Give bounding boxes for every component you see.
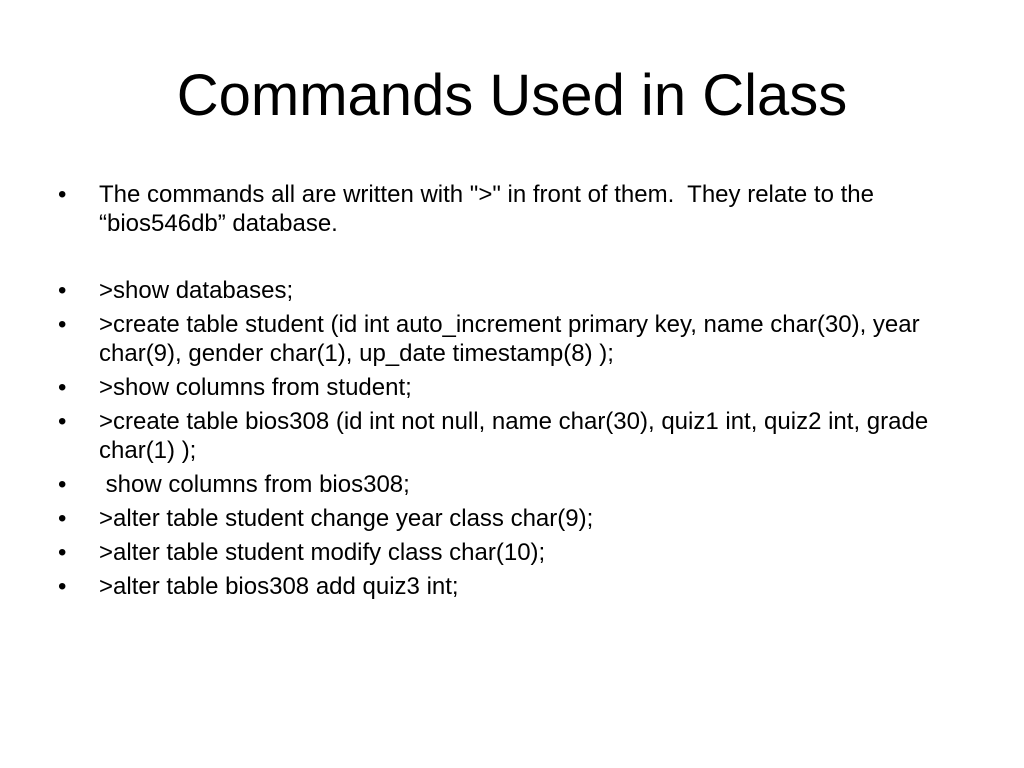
bullet-text: >alter table student modify class char(10); bbox=[99, 539, 546, 566]
bullet-icon: • bbox=[58, 277, 67, 304]
bullet-item-alter-change bbox=[58, 504, 968, 533]
bullet-text: >show databases; bbox=[99, 277, 294, 304]
bullet-text: The commands all are written with ">" in front of them. They relate to the “bios546db” database. bbox=[99, 181, 881, 237]
bullet-icon: • bbox=[58, 181, 67, 208]
bullet-text: >alter table student change year class char(9); bbox=[99, 505, 594, 532]
bullet-icon: • bbox=[58, 505, 67, 532]
bullet-icon: • bbox=[58, 573, 67, 600]
bullet-icon: • bbox=[58, 471, 67, 498]
bullet-item-create-bios308 bbox=[58, 407, 968, 465]
bullet-icon: • bbox=[58, 408, 67, 435]
bullet-item-show-columns-student bbox=[58, 373, 968, 402]
bullet-icon: • bbox=[58, 311, 67, 338]
bullet-text: show columns from bios308; bbox=[99, 471, 410, 498]
bullet-text: >create table bios308 (id int not null, name char(30), quiz1 int, quiz2 int, grade char(1) ); bbox=[99, 408, 935, 464]
bullet-item-create-student bbox=[58, 310, 968, 368]
bullet-text: >show columns from student; bbox=[99, 374, 412, 401]
bullet-text: >create table student (id int auto_increment primary key, name char(30), year char(9), gender char(1), up_date timestamp(8) ); bbox=[99, 311, 927, 367]
bullet-item-alter-modify bbox=[58, 538, 968, 567]
bullet-icon: • bbox=[58, 539, 67, 566]
bullet-item-show-databases bbox=[58, 276, 968, 305]
bullet-icon: • bbox=[58, 374, 67, 401]
bullet-item-show-columns-bios308 bbox=[58, 470, 968, 499]
bullet-list bbox=[58, 180, 968, 606]
bullet-text: >alter table bios308 add quiz3 int; bbox=[99, 573, 459, 600]
slide-title: Commands Used in Class bbox=[176, 63, 848, 128]
bullet-item-alter-add bbox=[58, 572, 968, 601]
bullet-item-intro bbox=[58, 180, 968, 238]
